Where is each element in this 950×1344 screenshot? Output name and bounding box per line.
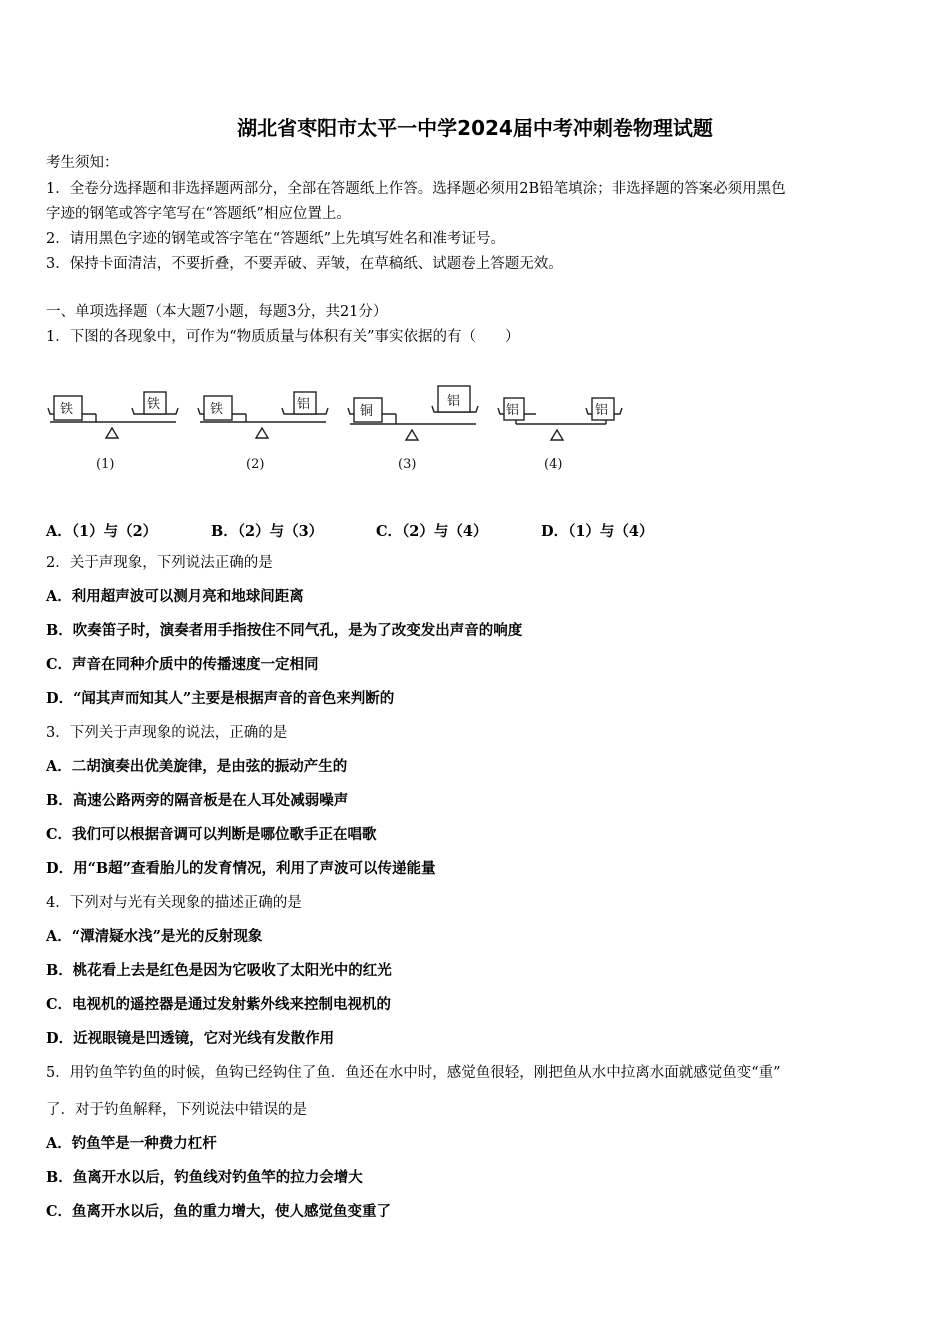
- balance-4-right-text: 铝: [595, 403, 609, 418]
- question-2-stem: 2．关于声现象，下列说法正确的是: [46, 555, 273, 571]
- balance-3-right-text: 铝: [447, 394, 461, 409]
- q3-option-d[interactable]: D．用“B超”查看胎儿的发育情况，利用了声波可以传递能量: [46, 860, 436, 877]
- question-5-stem: 5．用钓鱼竿钓鱼的时候，鱼钩已经钩住了鱼．鱼还在水中时，感觉鱼很轻，刚把鱼从水中拉离水面就感觉鱼变“重”: [46, 1065, 781, 1081]
- q4-option-d[interactable]: D．近视眼镜是凹透镜，它对光线有发散作用: [46, 1030, 335, 1047]
- q5-option-b[interactable]: B．鱼离开水以后，钓鱼线对钓鱼竿的拉力会增大: [46, 1169, 363, 1186]
- q3-option-c[interactable]: C．我们可以根据音调可以判断是哪位歌手正在唱歌: [46, 826, 377, 843]
- notice-item-3: 3．保持卡面清洁，不要折叠，不要弄破、弄皱，在草稿纸、试题卷上答题无效。: [46, 256, 563, 272]
- q1-option-d[interactable]: D．（1）与（4）: [541, 523, 654, 540]
- section-heading: 一、单项选择题（本大题7小题，每题3分，共21分）: [46, 304, 388, 320]
- question-1-stem: 1．下图的各现象中，可作为“物质质量与体积有关”事实依据的有（ ）: [46, 329, 520, 345]
- balance-2-label: (2): [246, 457, 265, 472]
- balance-2-right-text: 铝: [297, 397, 311, 412]
- q1-option-c[interactable]: C．（2）与（4）: [376, 523, 488, 540]
- notice-item-1: 1．全卷分选择题和非选择题两部分，全部在答题纸上作答。选择题必须用2B铅笔填涂；非选择题的答案必须用黑色: [46, 181, 786, 197]
- q2-option-d[interactable]: D．“闻其声而知其人”主要是根据声音的音色来判断的: [46, 690, 395, 707]
- q2-option-c[interactable]: C．声音在同种介质中的传播速度一定相同: [46, 656, 319, 673]
- q4-option-b[interactable]: B．桃花看上去是红色是因为它吸收了太阳光中的红光: [46, 962, 392, 979]
- question-3-stem: 3．下列关于声现象的说法，正确的是: [46, 725, 288, 741]
- question-4-stem: 4．下列对与光有关现象的描述正确的是: [46, 895, 302, 911]
- q3-option-a[interactable]: A．二胡演奏出优美旋律，是由弦的振动产生的: [46, 758, 348, 775]
- balance-3-left-text: 铜: [360, 404, 374, 419]
- balance-2-left-text: 铁: [210, 402, 224, 417]
- balance-3-label: (3): [398, 457, 417, 472]
- balance-1-label: (1): [96, 457, 115, 472]
- q4-option-a[interactable]: A．“潭清疑水浅”是光的反射现象: [46, 928, 263, 945]
- page-title: 湖北省枣阳市太平一中学2024届中考冲刺卷物理试题: [237, 116, 713, 140]
- q5-option-a[interactable]: A．钓鱼竿是一种费力杠杆: [46, 1135, 217, 1152]
- q1-option-b[interactable]: B．（2）与（3）: [211, 523, 324, 540]
- q2-option-b[interactable]: B．吹奏笛子时，演奏者用手指按住不同气孔，是为了改变发出声音的响度: [46, 622, 523, 639]
- q2-option-a[interactable]: A．利用超声波可以测月亮和地球间距离: [46, 588, 304, 605]
- q1-option-a[interactable]: A．（1）与（2）: [46, 523, 158, 540]
- q4-option-c[interactable]: C．电视机的遥控器是通过发射紫外线来控制电视机的: [46, 996, 392, 1013]
- balance-figure: [46, 378, 636, 478]
- notice-item-2: 2．请用黑色字迹的钢笔或答字笔在“答题纸”上先填写姓名和准考证号。: [46, 231, 506, 247]
- question-5-stem-cont: 了．对于钓鱼解释，下列说法中错误的是: [46, 1102, 307, 1118]
- balance-4-label: (4): [544, 457, 563, 472]
- notice-item-1-cont: 字迹的钢笔或答字笔写在“答题纸”相应位置上。: [46, 206, 351, 222]
- balance-4-left-text: 铝: [506, 403, 520, 418]
- balance-1-right-text: 铁: [147, 397, 161, 412]
- q5-option-c[interactable]: C．鱼离开水以后，鱼的重力增大，使人感觉鱼变重了: [46, 1203, 392, 1220]
- q3-option-b[interactable]: B．高速公路两旁的隔音板是在人耳处减弱噪声: [46, 792, 349, 809]
- notice-heading: 考生须知：: [46, 155, 119, 171]
- balance-1-left-text: 铁: [60, 402, 74, 417]
